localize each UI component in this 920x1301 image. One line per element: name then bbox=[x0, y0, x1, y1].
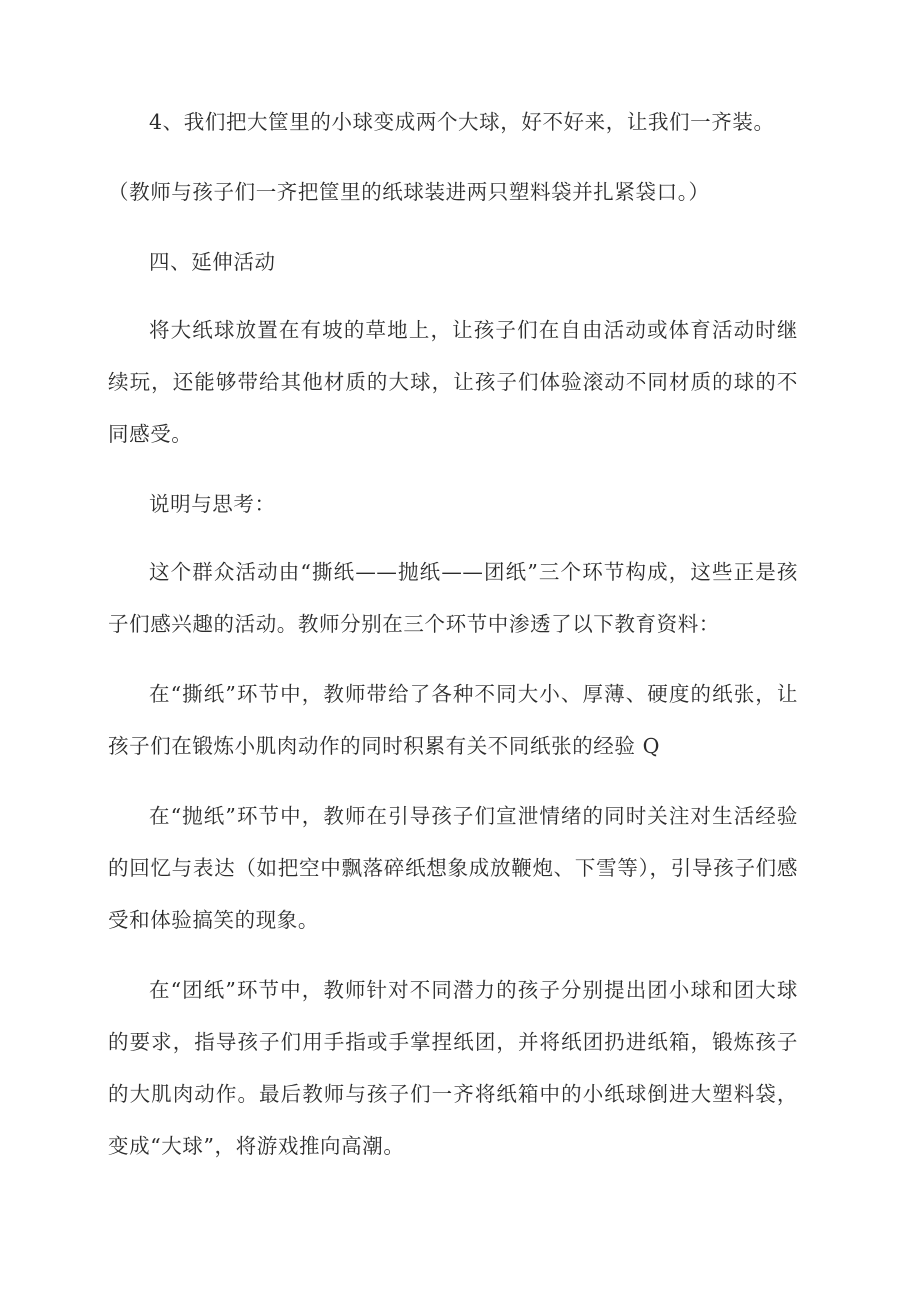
document-text-body bbox=[108, 96, 798, 1190]
tearing-paper-paragraph: 在“撕纸”环节中，教师带给了各种不同大小、厚薄、硬度的纸张，让孩子们在锻炼小肌肉动作的同时积累有关不同纸张的经验 Q bbox=[108, 682, 798, 758]
rolling-paper-paragraph: 在“团纸”环节中，教师针对不同潜力的孩子分别提出团小球和团大球的要求，指导孩子们用手指或手掌捏纸团，并将纸团扔进纸箱，锻炼孩子的大肌肉动作。最后教师与孩子们一齐将纸箱中的小纸球倒进大塑料袋，变成“大球”，将游戏推向高潮。 bbox=[108, 978, 798, 1158]
parenthetical-note: （教师与孩子们一齐把筐里的纸球装进两只塑料袋并扎紧袋口。） bbox=[108, 180, 710, 204]
throwing-paper-paragraph: 在“抛纸”环节中，教师在引导孩子们宣泄情绪的同时关注对生活经验的回忆与表达（如把空中飘落碎纸想象成放鞭炮、下雪等），引导孩子们感受和体验搞笑的现象。 bbox=[108, 804, 798, 932]
extension-activity-paragraph: 将大纸球放置在有坡的草地上，让孩子们在自由活动或体育活动时继续玩，还能够带给其他材质的大球，让孩子们体验滚动不同材质的球的不同感受。 bbox=[108, 318, 798, 446]
overview-paragraph: 这个群众活动由“撕纸——抛纸——团纸”三个环节构成，这些正是孩子们感兴趣的活动。教师分别在三个环节中渗透了以下教育资料： bbox=[108, 560, 798, 636]
numbered-item-4: 4、我们把大筐里的小球变成两个大球，好不好来，让我们一齐装。 bbox=[149, 110, 775, 134]
notes-heading: 说明与思考： bbox=[149, 492, 276, 516]
section-heading-four: 四、延伸活动 bbox=[149, 250, 276, 274]
